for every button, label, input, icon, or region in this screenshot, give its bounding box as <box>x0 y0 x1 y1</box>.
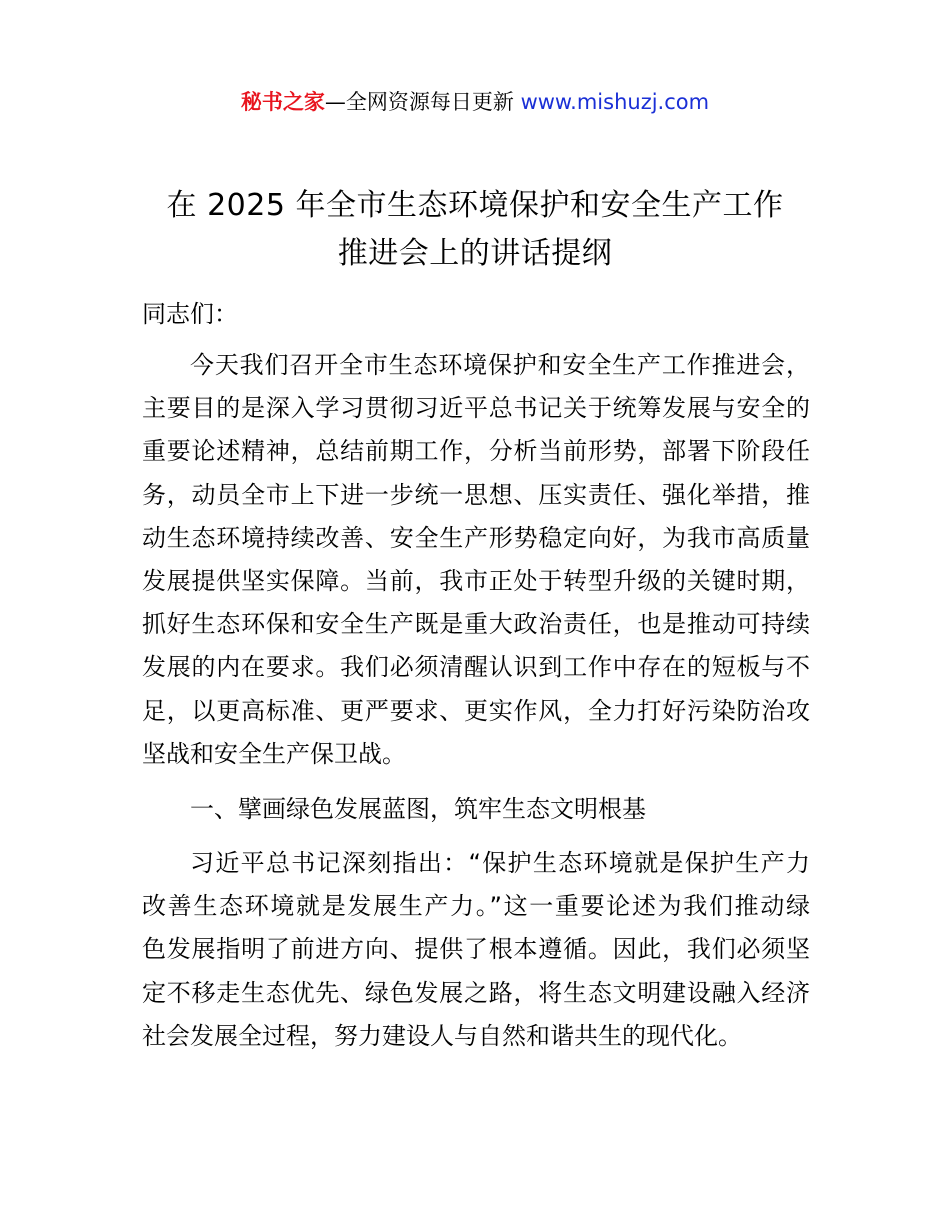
paragraph-line: 习近平总书记深刻指出：“保护生态环境就是保护生产力 <box>190 849 810 877</box>
heading-text: 一、擘画绿色发展蓝图，筑牢生态文明根基 <box>190 795 646 823</box>
site-header <box>0 86 950 118</box>
paragraph-line: 定不移走生态优先、绿色发展之路，将生态文明建设融入经济 <box>142 978 810 1007</box>
section-heading-1 <box>142 791 810 834</box>
paragraph-line: 足，以更高标准、更严要求、更实作风，全力打好污染防治攻 <box>142 696 810 725</box>
paragraph-line: 今天我们召开全市生态环境保护和安全生产工作推进会， <box>190 351 810 379</box>
paragraph-line: 动生态环境持续改善、安全生产形势稳定向好，为我市高质量 <box>142 523 810 552</box>
paragraph-line: 发展的内在要求。我们必须清醒认识到工作中存在的短板与不 <box>142 653 810 682</box>
brand-name: 秘书之家 <box>240 90 325 114</box>
header-dash: — <box>324 90 346 114</box>
paragraph-section-1 <box>142 845 810 1061</box>
title-line-2: 推进会上的讲话提纲 <box>337 236 613 271</box>
title-line-1: 在 2025 年全市生态环境保护和安全生产工作 <box>166 188 784 223</box>
site-url-link[interactable]: www.mishuzj.com <box>520 90 710 114</box>
salutation: 同志们： <box>142 300 238 328</box>
paragraph-intro <box>142 347 810 779</box>
paragraph-line: 发展提供坚实保障。当前，我市正处于转型升级的关键时期， <box>142 566 810 595</box>
paragraph-line: 社会发展全过程，努力建设人与自然和谐共生的现代化。 <box>142 1021 742 1050</box>
header-slogan: 全网资源每日更新 <box>345 90 521 114</box>
paragraph-line: 务，动员全市上下进一步统一思想、压实责任、强化举措，推 <box>142 480 810 509</box>
paragraph-line: 主要目的是深入学习贯彻习近平总书记关于统筹发展与安全的 <box>142 394 810 423</box>
paragraph-line: 抓好生态环保和安全生产既是重大政治责任，也是推动可持续 <box>142 610 810 639</box>
document-title <box>0 182 950 278</box>
paragraph-line: 色发展指明了前进方向、提供了根本遵循。因此，我们必须坚 <box>142 935 810 964</box>
paragraph-line: 重要论述精神，总结前期工作，分析当前形势，部署下阶段任 <box>142 437 810 466</box>
paragraph-line: 坚战和安全生产保卫战。 <box>142 739 406 768</box>
paragraph-line: 改善生态环境就是发展生产力。”这一重要论述为我们推动绿 <box>142 892 810 921</box>
